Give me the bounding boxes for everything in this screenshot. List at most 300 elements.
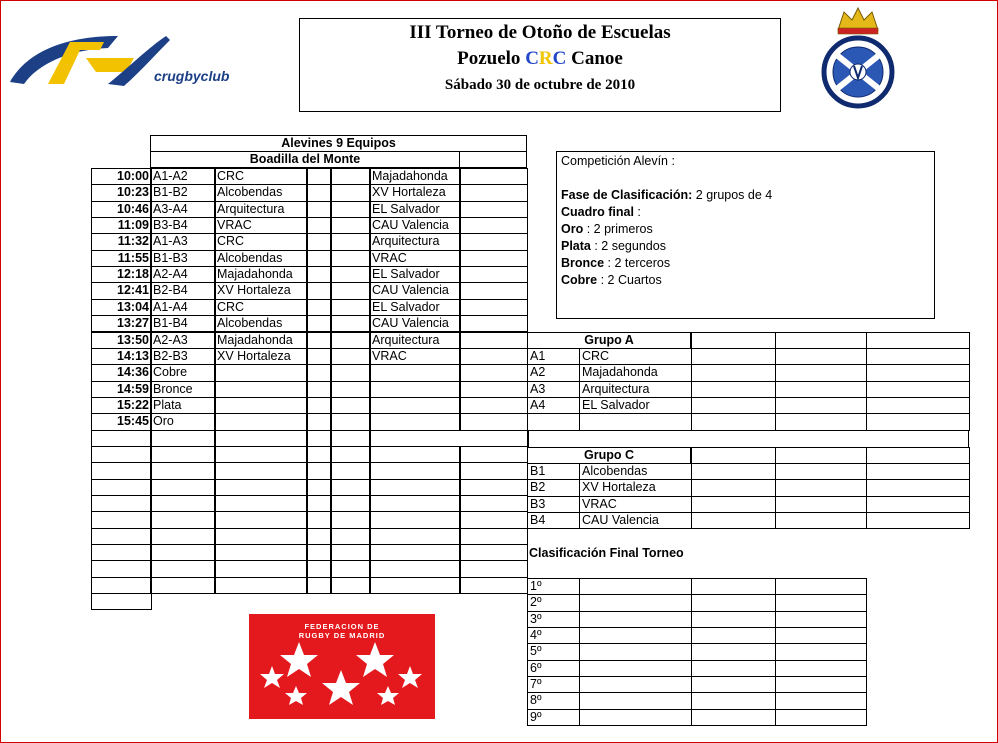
schedule-cell	[91, 528, 152, 545]
final-cell	[775, 578, 867, 595]
match-code: B2-B4	[150, 282, 216, 299]
group_a-header-cell	[866, 332, 970, 349]
final-position: 2º	[527, 594, 580, 611]
federation-logo	[249, 614, 435, 719]
schedule-cell	[459, 413, 528, 430]
group_c-team: VRAC	[579, 496, 692, 513]
info-line-value: : 2 segundos	[590, 239, 666, 253]
schedule-cell	[306, 201, 332, 218]
crest-graphic	[810, 6, 906, 110]
group_a-header-cell	[691, 332, 776, 349]
match-code: Bronce	[150, 381, 216, 398]
match-team-home	[214, 364, 308, 381]
schedule-cell	[306, 462, 332, 479]
match-time: 12:18	[91, 266, 152, 283]
schedule-cell	[369, 528, 461, 545]
info-line-label: Cobre	[561, 273, 598, 287]
match-team-away: CAU Valencia	[369, 217, 461, 234]
info-line	[561, 272, 930, 289]
final-cell	[775, 676, 867, 693]
schedule-cell	[306, 577, 332, 594]
schedule-cell	[330, 462, 371, 479]
group_c-seed: B1	[527, 463, 580, 480]
schedule-cell	[459, 479, 528, 496]
schedule-cell	[459, 381, 528, 398]
match-team-away	[369, 413, 461, 430]
group_a-cell	[775, 413, 867, 430]
info-lines	[561, 187, 930, 289]
schedule-cell	[150, 479, 216, 496]
star-icon	[280, 642, 318, 677]
info-line	[561, 204, 930, 221]
match-code: B1-B4	[150, 315, 216, 332]
schedule-cell	[150, 495, 216, 512]
group_a-cell	[775, 381, 867, 398]
match-time: 14:36	[91, 364, 152, 381]
schedule-cell	[459, 266, 528, 283]
schedule-cell	[369, 511, 461, 528]
match-code: A2-A4	[150, 266, 216, 283]
competition-info-box	[556, 151, 935, 319]
schedule-cell	[150, 528, 216, 545]
group_a-team: Majadahonda	[579, 364, 692, 381]
schedule-cell	[306, 332, 332, 349]
group_c-cell	[691, 463, 776, 480]
venue-prefix: Pozuelo	[457, 48, 526, 69]
schedule-cell	[214, 446, 308, 463]
final-position: 3º	[527, 611, 580, 628]
schedule-cell	[330, 217, 371, 234]
info-line-label: Bronce	[561, 256, 605, 270]
venue-header-extra	[459, 151, 527, 168]
schedule-cell	[369, 446, 461, 463]
match-team-away: Majadahonda	[369, 168, 461, 185]
group_a-seed: A1	[527, 348, 580, 365]
group_a-team: Arquitectura	[579, 381, 692, 398]
schedule-cell	[459, 168, 528, 185]
schedule-cell	[330, 299, 371, 316]
final-classification-title: Clasificación Final Torneo	[529, 546, 684, 560]
schedule-cell	[214, 544, 308, 561]
group_a-cell	[579, 413, 692, 430]
group_c-team: XV Hortaleza	[579, 479, 692, 496]
group_a-cell	[866, 348, 970, 365]
schedule-cell	[150, 560, 216, 577]
schedule-cell	[91, 462, 152, 479]
schedule-cell	[306, 266, 332, 283]
schedule-cell	[91, 593, 152, 610]
final-cell	[691, 660, 776, 677]
schedule-cell	[330, 430, 371, 447]
final-cell	[775, 692, 867, 709]
info-heading: Competición Alevín :	[561, 154, 675, 168]
star-icon	[398, 666, 422, 688]
group_a-team: CRC	[579, 348, 692, 365]
schedule-cell	[91, 577, 152, 594]
final-cell	[579, 627, 692, 644]
match-team-home: Majadahonda	[214, 266, 308, 283]
final-cell	[691, 676, 776, 693]
schedule-cell	[459, 462, 528, 479]
schedule-cell	[306, 511, 332, 528]
schedule-cell	[459, 201, 528, 218]
match-time: 11:09	[91, 217, 152, 234]
schedule-cell	[306, 233, 332, 250]
group_a-seed: A4	[527, 397, 580, 414]
schedule-cell	[459, 315, 528, 332]
schedule-cell	[214, 462, 308, 479]
schedule-cell	[330, 201, 371, 218]
match-code: B3-B4	[150, 217, 216, 234]
crc-letter-c1: C	[525, 48, 539, 69]
match-team-away: Arquitectura	[369, 332, 461, 349]
schedule-cell	[459, 299, 528, 316]
schedule-cell	[459, 250, 528, 267]
schedule-cell	[330, 381, 371, 398]
match-team-home: Alcobendas	[214, 250, 308, 267]
final-cell	[775, 594, 867, 611]
final-position: 1º	[527, 578, 580, 595]
info-line	[561, 221, 930, 238]
info-line-value: : 2 primeros	[583, 222, 653, 236]
group_a-header-cell	[775, 332, 867, 349]
info-line	[561, 238, 930, 255]
match-team-away: XV Hortaleza	[369, 184, 461, 201]
info-line-value: :	[633, 205, 641, 219]
star-icon	[377, 686, 399, 705]
star-icon	[285, 686, 307, 705]
final-cell	[579, 692, 692, 709]
schedule-cell	[306, 430, 332, 447]
group_a-cell	[691, 381, 776, 398]
schedule-cell	[150, 577, 216, 594]
group_c-header-cell	[775, 447, 867, 464]
federation-line1: FEDERACION DE	[304, 622, 380, 631]
match-code: B1-B3	[150, 250, 216, 267]
schedule-cell	[459, 528, 528, 545]
match-team-away: VRAC	[369, 250, 461, 267]
schedule-cell	[306, 446, 332, 463]
schedule-cell	[369, 430, 529, 447]
match-code: B1-B2	[150, 184, 216, 201]
schedule-cell	[306, 413, 332, 430]
group_a-team: EL Salvador	[579, 397, 692, 414]
group_a-cell	[775, 397, 867, 414]
match-team-away	[369, 397, 461, 414]
group_c-seed: B3	[527, 496, 580, 513]
match-code: Plata	[150, 397, 216, 414]
schedule-cell	[330, 364, 371, 381]
match-code: B2-B3	[150, 348, 216, 365]
schedule-cell	[306, 299, 332, 316]
schedule-cell	[150, 462, 216, 479]
schedule-cell	[306, 381, 332, 398]
schedule-cell	[330, 332, 371, 349]
schedule-cell	[330, 233, 371, 250]
schedule-cell	[330, 577, 371, 594]
match-team-away	[369, 364, 461, 381]
match-team-home	[214, 397, 308, 414]
schedule-cell	[306, 348, 332, 365]
crc-letter-r: R	[538, 48, 553, 69]
match-time: 14:59	[91, 381, 152, 398]
final-position: 9º	[527, 709, 580, 726]
group_c-cell	[866, 479, 970, 496]
crc-rugby-logo	[8, 28, 278, 90]
final-cell	[579, 676, 692, 693]
schedule-cell	[91, 544, 152, 561]
schedule-cell	[91, 479, 152, 496]
group_c-cell	[691, 512, 776, 529]
schedule-cell	[459, 332, 528, 349]
final-cell	[579, 578, 692, 595]
schedule-cell	[306, 528, 332, 545]
match-team-home: VRAC	[214, 217, 308, 234]
schedule-cell	[459, 184, 528, 201]
group_c-team: CAU Valencia	[579, 512, 692, 529]
match-team-home: CRC	[214, 299, 308, 316]
group_c-cell	[775, 496, 867, 513]
schedule-cell	[330, 544, 371, 561]
schedule-cell	[330, 184, 371, 201]
venue-suffix: Canoe	[566, 48, 623, 69]
schedule-cell	[369, 560, 461, 577]
schedule-cell	[330, 168, 371, 185]
crc-logo-graphic	[8, 28, 278, 90]
group_a-title: Grupo A	[527, 332, 691, 349]
final-position: 6º	[527, 660, 580, 677]
schedule-cell	[330, 397, 371, 414]
schedule-cell	[214, 528, 308, 545]
schedule-cell	[330, 348, 371, 365]
group_c-cell	[866, 496, 970, 513]
final-cell	[691, 611, 776, 628]
schedule-cell	[306, 250, 332, 267]
schedule-cell	[214, 430, 308, 447]
match-time: 10:23	[91, 184, 152, 201]
group_a-cell	[691, 397, 776, 414]
crc-logo-text: crugbyclub	[154, 68, 230, 84]
final-cell	[775, 627, 867, 644]
final-cell	[775, 709, 867, 726]
schedule-cell	[91, 511, 152, 528]
group_c-seed: B2	[527, 479, 580, 496]
group_a-cell	[775, 348, 867, 365]
group_a-cell	[866, 397, 970, 414]
group_a-seed: A2	[527, 364, 580, 381]
schedule-cell	[330, 282, 371, 299]
schedule-cell	[91, 430, 152, 447]
tournament-title-box	[299, 18, 781, 112]
schedule-cell	[369, 544, 461, 561]
match-code: Oro	[150, 413, 216, 430]
schedule-cell	[306, 315, 332, 332]
schedule-cell	[306, 184, 332, 201]
group_a-cell	[866, 364, 970, 381]
final-cell	[691, 643, 776, 660]
match-team-home: Arquitectura	[214, 201, 308, 218]
match-team-home	[214, 381, 308, 398]
schedule-cell	[330, 413, 371, 430]
real-canoe-crest	[810, 6, 906, 110]
group_a-cell	[527, 413, 580, 430]
final-cell	[691, 692, 776, 709]
info-line	[561, 187, 930, 204]
group_c-header-cell	[691, 447, 776, 464]
schedule-cell	[459, 560, 528, 577]
schedule-cell	[214, 560, 308, 577]
final-cell	[775, 660, 867, 677]
group_a-seed: A3	[527, 381, 580, 398]
match-team-home: XV Hortaleza	[214, 348, 308, 365]
schedule-cell	[150, 446, 216, 463]
schedule-cell	[306, 560, 332, 577]
venue-header: Boadilla del Monte	[150, 151, 460, 168]
schedule-cell	[459, 348, 528, 365]
group_a-cell	[866, 381, 970, 398]
match-time: 15:22	[91, 397, 152, 414]
final-position: 7º	[527, 676, 580, 693]
match-team-away: Arquitectura	[369, 233, 461, 250]
info-line	[561, 255, 930, 272]
group_c-cell	[775, 463, 867, 480]
schedule-cell	[330, 479, 371, 496]
tournament-title: III Torneo de Otoño de Escuelas	[409, 22, 671, 43]
info-line-value: 2 grupos de 4	[692, 188, 773, 202]
final-cell	[579, 611, 692, 628]
schedule-cell	[369, 577, 461, 594]
match-code: A1-A3	[150, 233, 216, 250]
schedule-cell	[150, 544, 216, 561]
schedule-cell	[91, 495, 152, 512]
schedule-cell	[91, 446, 152, 463]
schedule-cell	[150, 430, 216, 447]
match-team-away	[369, 381, 461, 398]
final-cell	[691, 627, 776, 644]
schedule-cell	[459, 577, 528, 594]
group_a-cell	[691, 348, 776, 365]
final-position: 5º	[527, 643, 580, 660]
schedule-cell	[306, 168, 332, 185]
match-team-away: CAU Valencia	[369, 315, 461, 332]
match-time: 10:46	[91, 201, 152, 218]
info-line-value: : 2 Cuartos	[597, 273, 662, 287]
group_c-cell	[866, 512, 970, 529]
schedule-cell	[330, 250, 371, 267]
schedule-cell	[369, 495, 461, 512]
group-spacer	[527, 430, 969, 448]
match-team-home: XV Hortaleza	[214, 282, 308, 299]
final-cell	[579, 643, 692, 660]
match-team-home: Majadahonda	[214, 332, 308, 349]
group_c-cell	[866, 463, 970, 480]
schedule-cell	[330, 511, 371, 528]
star-icon	[322, 670, 360, 705]
schedule-cell	[369, 462, 461, 479]
schedule-cell	[459, 495, 528, 512]
schedule-cell	[459, 446, 528, 463]
group_c-cell	[775, 512, 867, 529]
match-time: 13:50	[91, 332, 152, 349]
match-team-home	[214, 413, 308, 430]
final-position: 8º	[527, 692, 580, 709]
schedule-cell	[459, 233, 528, 250]
match-team-home: CRC	[214, 233, 308, 250]
final-cell	[691, 594, 776, 611]
info-line-label: Cuadro final	[561, 205, 634, 219]
schedule-cell	[369, 479, 461, 496]
match-team-away: EL Salvador	[369, 299, 461, 316]
schedule-cell	[214, 495, 308, 512]
tournament-date: Sábado 30 de octubre de 2010	[444, 77, 636, 93]
schedule-cell	[330, 495, 371, 512]
group_a-cell	[691, 364, 776, 381]
schedule-cell	[306, 479, 332, 496]
match-code: A1-A4	[150, 299, 216, 316]
match-time: 11:32	[91, 233, 152, 250]
schedule-cell	[306, 544, 332, 561]
match-code: A1-A2	[150, 168, 216, 185]
schedule-cell	[330, 315, 371, 332]
match-team-away: EL Salvador	[369, 201, 461, 218]
final-cell	[579, 709, 692, 726]
group_c-header-cell	[866, 447, 970, 464]
info-line-value: : 2 terceros	[604, 256, 671, 270]
final-position: 4º	[527, 627, 580, 644]
group_c-team: Alcobendas	[579, 463, 692, 480]
match-time: 13:27	[91, 315, 152, 332]
final-cell	[579, 594, 692, 611]
group_c-title: Grupo C	[527, 447, 691, 464]
final-cell	[691, 709, 776, 726]
schedule-cell	[459, 282, 528, 299]
info-line-label: Fase de Clasificación:	[561, 188, 693, 202]
schedule-cell	[330, 266, 371, 283]
schedule-cell	[214, 511, 308, 528]
crc-letter-c2: C	[552, 48, 567, 69]
match-team-away: VRAC	[369, 348, 461, 365]
final-cell	[579, 660, 692, 677]
group_c-seed: B4	[527, 512, 580, 529]
match-code: A2-A3	[150, 332, 216, 349]
schedule-cell	[330, 528, 371, 545]
group_c-cell	[691, 479, 776, 496]
federation-line2: RUGBY DE MADRID	[298, 631, 386, 640]
group_a-cell	[775, 364, 867, 381]
category-header: Alevines 9 Equipos	[150, 135, 527, 152]
match-time: 12:41	[91, 282, 152, 299]
final-cell	[775, 611, 867, 628]
schedule-cell	[306, 217, 332, 234]
schedule-cell	[459, 544, 528, 561]
tournament-venue	[300, 48, 780, 70]
match-time: 14:13	[91, 348, 152, 365]
schedule-cell	[214, 479, 308, 496]
group_c-cell	[775, 479, 867, 496]
match-team-away: EL Salvador	[369, 266, 461, 283]
schedule-cell	[306, 282, 332, 299]
match-team-away: CAU Valencia	[369, 282, 461, 299]
schedule-cell	[214, 577, 308, 594]
schedule-cell	[459, 397, 528, 414]
schedule-cell	[330, 446, 371, 463]
schedule-cell	[330, 560, 371, 577]
schedule-cell	[91, 560, 152, 577]
schedule-cell	[306, 397, 332, 414]
schedule-cell	[459, 511, 528, 528]
schedule-cell	[306, 495, 332, 512]
info-line-label: Oro	[561, 222, 584, 236]
